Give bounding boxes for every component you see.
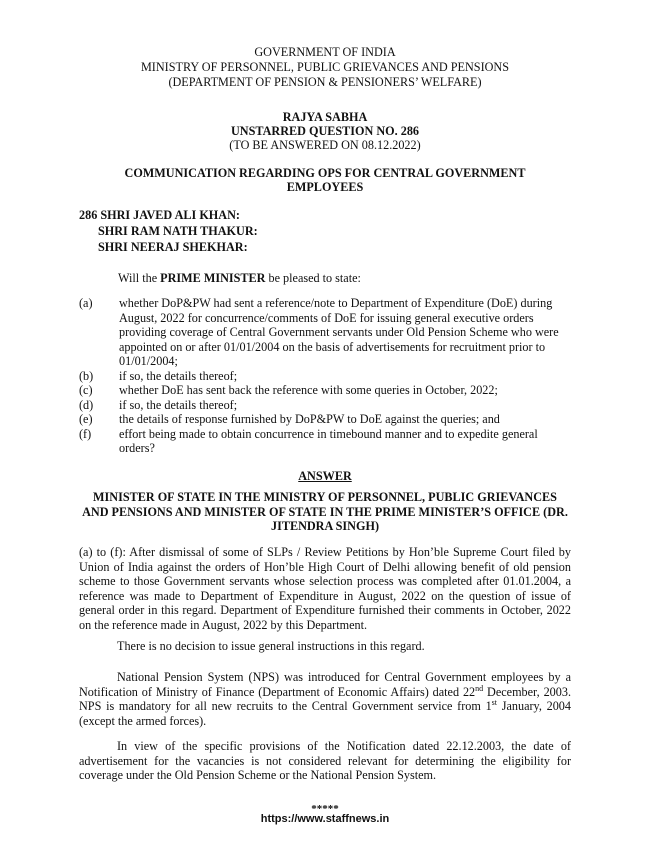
question-number: UNSTARRED QUESTION NO. 286 — [230, 124, 420, 138]
para3-text-a: National Pension System (NPS) was introduced for Central Government employees by a Notification of Ministry of Finance (Department of Economic Affairs) dated 22 — [79, 670, 571, 699]
member-name: SHRI NEERAJ SHEKHAR: — [98, 240, 248, 254]
intro-text: Will the — [118, 271, 161, 285]
answer-paragraph-4: In view of the specific provisions of the Notification dated 22.12.2003, the date of advertisement for the vacancies is not considered relevant for determining the eligibility for coverage under the Old Pension Scheme or the National Pension System. — [79, 739, 571, 782]
question-item — [79, 383, 559, 398]
question-item — [79, 296, 559, 369]
question-label: (a) — [79, 296, 93, 310]
question-label: (e) — [79, 412, 93, 426]
header-government: GOVERNMENT OF INDIA — [254, 45, 396, 59]
answer-paragraph-2: There is no decision to issue general instructions in this regard. — [117, 639, 425, 653]
answering-minister: MINISTER OF STATE IN THE MINISTRY OF PERSONNEL, PUBLIC GRIEVANCES AND PENSIONS AND MINISTER OF STATE IN THE PRIME MINISTER’S OFFICE (DR. JITENDRA SINGH) — [82, 490, 568, 533]
question-item — [79, 369, 559, 384]
question-label: (f) — [79, 426, 92, 441]
question-list — [79, 296, 559, 456]
member-name: 286 SHRI JAVED ALI KHAN: — [79, 208, 240, 222]
question-item — [79, 398, 559, 413]
house-name: RAJYA SABHA — [282, 110, 368, 124]
superscript-st: st — [491, 697, 498, 707]
member-name: SHRI RAM NATH THAKUR: — [98, 224, 258, 238]
question-text: whether DoP&PW had sent a reference/note to Department of Expenditure (DoE) during August, 2022 for concurrence/comments of DoE for issuing general executive orders providing coverage of Central Government servants under Old Pension Scheme who were appointed on or after 01/01/2004 on the basis of advertisements for recruitment prior to 01/01/2004; — [119, 296, 559, 368]
answer-paragraph-1: (a) to (f): After dismissal of some of SLPs / Review Petitions by Hon’ble Supreme Court filed by Union of India against the orders of Hon’ble High Court of Delhi allowing benefit of old pension scheme to those Government servants whose selection process was completed after 01.01.2004, a reference was made to Department of Expenditure in August, 2022 on the question of issue of general order in this regard. Department of Expenditure furnished their comments in October, 2022 on the reference made in August, 2022 by this Department. — [79, 545, 571, 632]
para3-text-c: January, 2004 (except the armed forces). — [79, 699, 571, 728]
question-intro — [118, 271, 361, 286]
question-text: the details of response furnished by DoP&PW to DoE against the queries; and — [119, 412, 500, 426]
superscript-nd: nd — [475, 683, 484, 693]
question-text: if so, the details thereof; — [119, 397, 238, 412]
intro-minister: PRIME MINISTER — [160, 271, 266, 285]
answer-heading: ANSWER — [298, 469, 352, 483]
question-text: effort being made to obtain concurrence in timebound manner and to expedite general orders? — [119, 426, 538, 455]
footer-url: https://www.staffnews.in — [260, 813, 390, 825]
end-stars: ***** — [311, 803, 339, 815]
intro-text-end: be pleased to state: — [265, 271, 361, 285]
question-label: (c) — [79, 383, 93, 397]
question-item — [79, 427, 559, 456]
header-department: (DEPARTMENT OF PENSION & PENSIONERS’ WELFARE) — [168, 75, 482, 89]
subject-line-2: EMPLOYEES — [286, 180, 364, 194]
question-label: (d) — [79, 397, 94, 412]
answer-paragraph-3 — [79, 670, 571, 728]
answer-date: (TO BE ANSWERED ON 08.12.2022) — [229, 138, 421, 152]
question-text: if so, the details thereof; — [119, 368, 238, 383]
question-item — [79, 412, 559, 427]
subject-line-1: COMMUNICATION REGARDING OPS FOR CENTRAL GOVERNMENT — [124, 166, 526, 180]
question-label: (b) — [79, 368, 94, 383]
para3-text-b: December, 2003. NPS is mandatory for all new recruits to the Central Government service from 1 — [79, 684, 571, 713]
member-list — [79, 207, 258, 255]
header-ministry: MINISTRY OF PERSONNEL, PUBLIC GRIEVANCES AND PENSIONS — [140, 60, 510, 74]
question-text: whether DoE has sent back the reference with some queries in October, 2022; — [119, 383, 498, 397]
